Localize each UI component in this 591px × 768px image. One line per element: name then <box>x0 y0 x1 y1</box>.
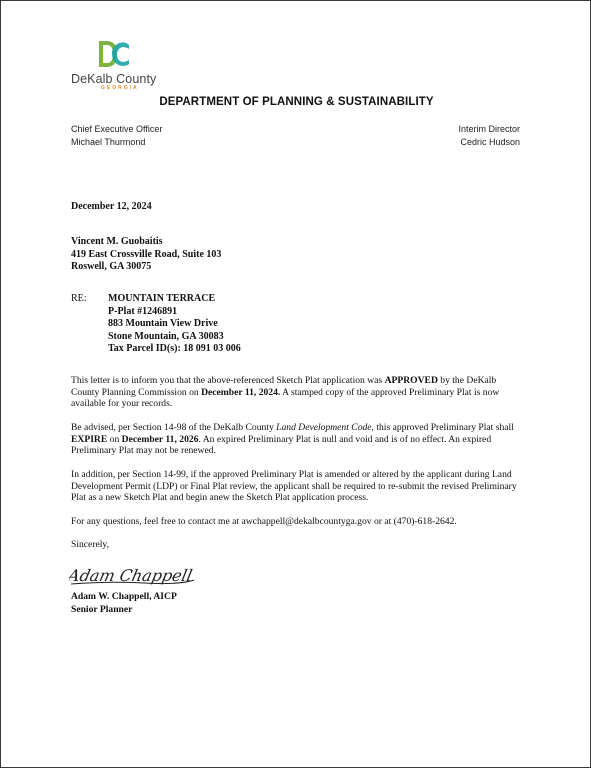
letter-date: December 12, 2024 <box>71 201 152 212</box>
director-title: Interim Director <box>458 124 520 134</box>
re-label: RE: <box>71 293 87 304</box>
re-street: 883 Mountain View Drive <box>108 318 218 329</box>
handwritten-signature <box>69 563 199 589</box>
re-city: Stone Mountain, GA 30083 <box>108 330 224 342</box>
ceo-name: Michael Thurmond <box>71 137 146 147</box>
dc-logo-mark <box>97 39 131 69</box>
recipient-name: Vincent M. Guobaitis <box>71 236 163 247</box>
amendment-paragraph: In addition, per Section 14-99, if the approved Preliminary Plat is amended or altered by the applicant during Land Development Permit (LDP) or Final Plat review, the applicant shall be required to re-submit the revised Preliminary Plat as a new Sketch Plat and begin anew the Sketch Plat application process. <box>71 469 517 504</box>
recipient-address <box>71 236 221 274</box>
expiration-paragraph: Be advised, per Section 14-98 of the DeKalb County Land Development Code, this approved Preliminary Plat shall EXPIRE on December 11, 2026. An expired Preliminary Plat is null and void and is of no effect. An expired Preliminary Plat may not be renewed. <box>71 422 514 457</box>
recipient-city: Roswell, GA 30075 <box>71 261 152 272</box>
contact-paragraph: For any questions, feel free to contact me at awchappell@dekalbcountyga.gov or at (470)-618-2642. <box>71 516 457 527</box>
logo-county-name: DeKalb County <box>71 72 157 86</box>
re-project: MOUNTAIN TERRACE <box>108 293 216 304</box>
ceo-title: Chief Executive Officer <box>71 124 163 134</box>
re-parcel: Tax Parcel ID(s): 18 091 03 006 <box>108 343 241 354</box>
dekalb-county-logo <box>71 39 171 91</box>
director-block <box>458 123 520 149</box>
approval-paragraph: This letter is to inform you that the above-referenced Sketch Plat application was APPROVED by the DeKalb County Planning Commission on December 11, 2024. A stamped copy of the approved Preliminary Plat is now available for your records. <box>71 375 500 410</box>
svg-text:Adam Chappell: Adam Chappell <box>69 566 195 585</box>
signer-name: Adam W. Chappell, AICP <box>71 591 177 602</box>
logo-state-name: GEORGIA <box>101 85 139 91</box>
ceo-block <box>71 123 162 149</box>
signer-block <box>71 590 177 616</box>
recipient-street: 419 East Crossville Road, Suite 103 <box>71 248 222 260</box>
director-name: Cedric Hudson <box>460 137 520 147</box>
department-heading: DEPARTMENT OF PLANNING & SUSTAINABILITY <box>159 96 434 108</box>
re-block <box>108 293 241 356</box>
closing: Sincerely, <box>71 539 110 550</box>
re-plat: P-Plat #1246891 <box>108 305 178 317</box>
signer-title: Senior Planner <box>71 604 133 615</box>
